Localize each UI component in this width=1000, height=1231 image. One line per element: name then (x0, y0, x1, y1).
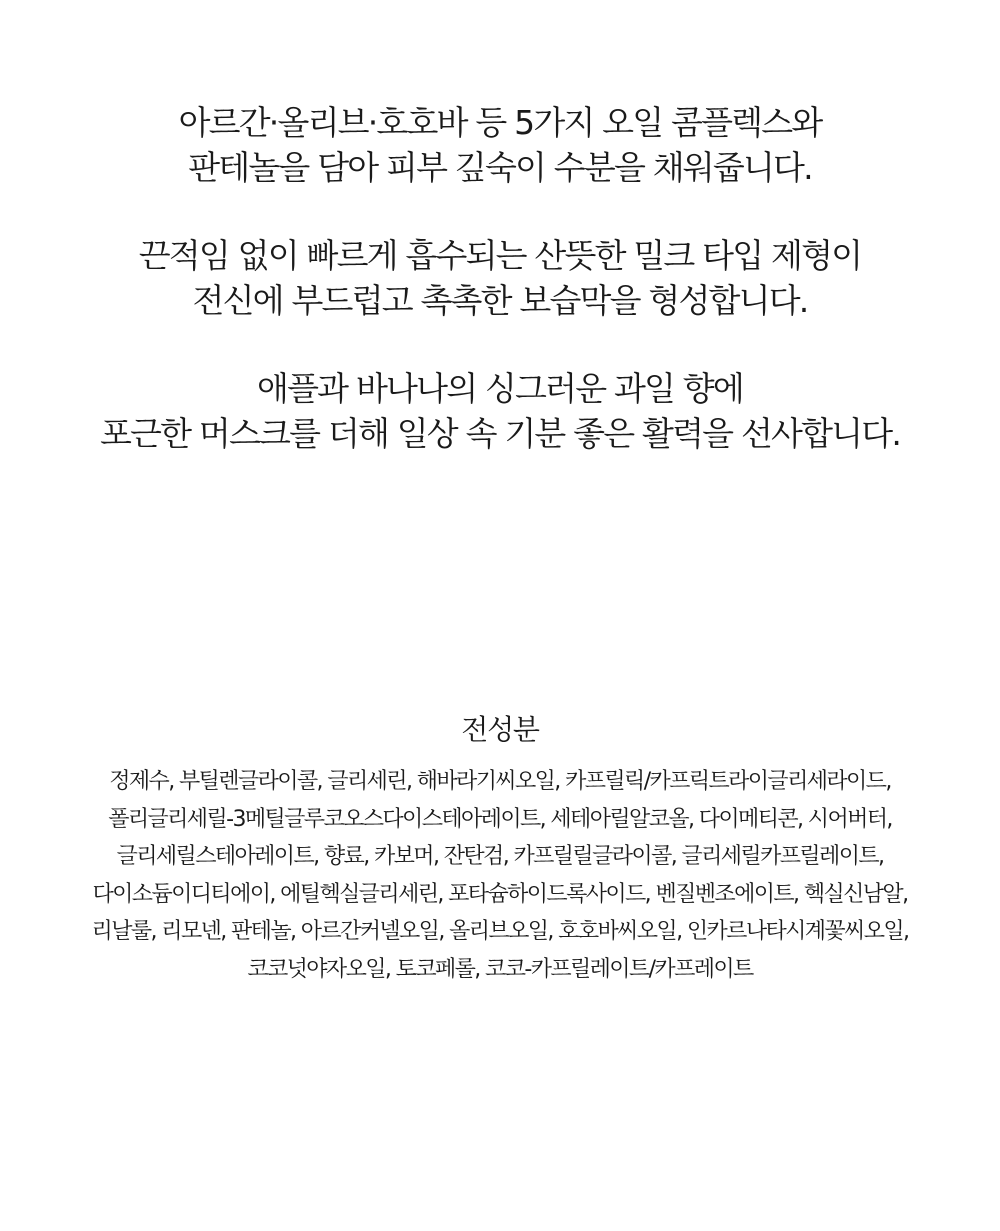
product-description (0, 100, 1000, 499)
description-paragraph-scent (0, 366, 1000, 456)
ingredients-section (0, 708, 1000, 988)
description-line: 아르간·올리브·호호바 등 5가지 오일 콤플렉스와 (178, 103, 822, 142)
ingredients-line: 코코넛야자오일, 토코페롤, 코코-카프릴레이트/카프레이트 (247, 956, 753, 982)
ingredients-line: 리날룰, 리모넨, 판테놀, 아르간커넬오일, 올리브오일, 호호바씨오일, 인카르나타시계꽃씨오일, (91, 919, 909, 944)
description-line: 끈적임 없이 빠르게 흡수되는 산뜻한 밀크 타입 제형이 (138, 236, 862, 275)
ingredients-title: 전성분 (461, 713, 539, 746)
description-line: 판테놀을 담아 피부 깊숙이 수분을 채워줍니다. (188, 148, 812, 187)
description-paragraph-oil-complex (0, 100, 1000, 190)
ingredients-line: 폴리글리세릴-3메틸글루코오스다이스테아레이트, 세테아릴알코올, 다이메티콘, 시어버터, (108, 806, 892, 832)
description-line: 전신에 부드럽고 촉촉한 보습막을 형성합니다. (192, 281, 808, 320)
ingredients-line: 다이소듐이디티에이, 에틸헥실글리세린, 포타슘하이드록사이드, 벤질벤조에이트, 헥실신남알, (92, 881, 908, 907)
description-paragraph-texture (0, 233, 1000, 323)
description-line: 포근한 머스크를 더해 일상 속 기분 좋은 활력을 선사합니다. (99, 414, 901, 453)
description-line: 애플과 바나나의 싱그러운 과일 향에 (257, 369, 743, 408)
ingredients-line: 정제수, 부틸렌글라이콜, 글리세린, 해바라기씨오일, 카프릴릭/카프릭트라이글리세라이드, (109, 769, 891, 794)
ingredients-line: 글리세릴스테아레이트, 향료, 카보머, 잔탄검, 카프릴릴글라이콜, 글리세릴카프릴레이트, (116, 844, 884, 869)
